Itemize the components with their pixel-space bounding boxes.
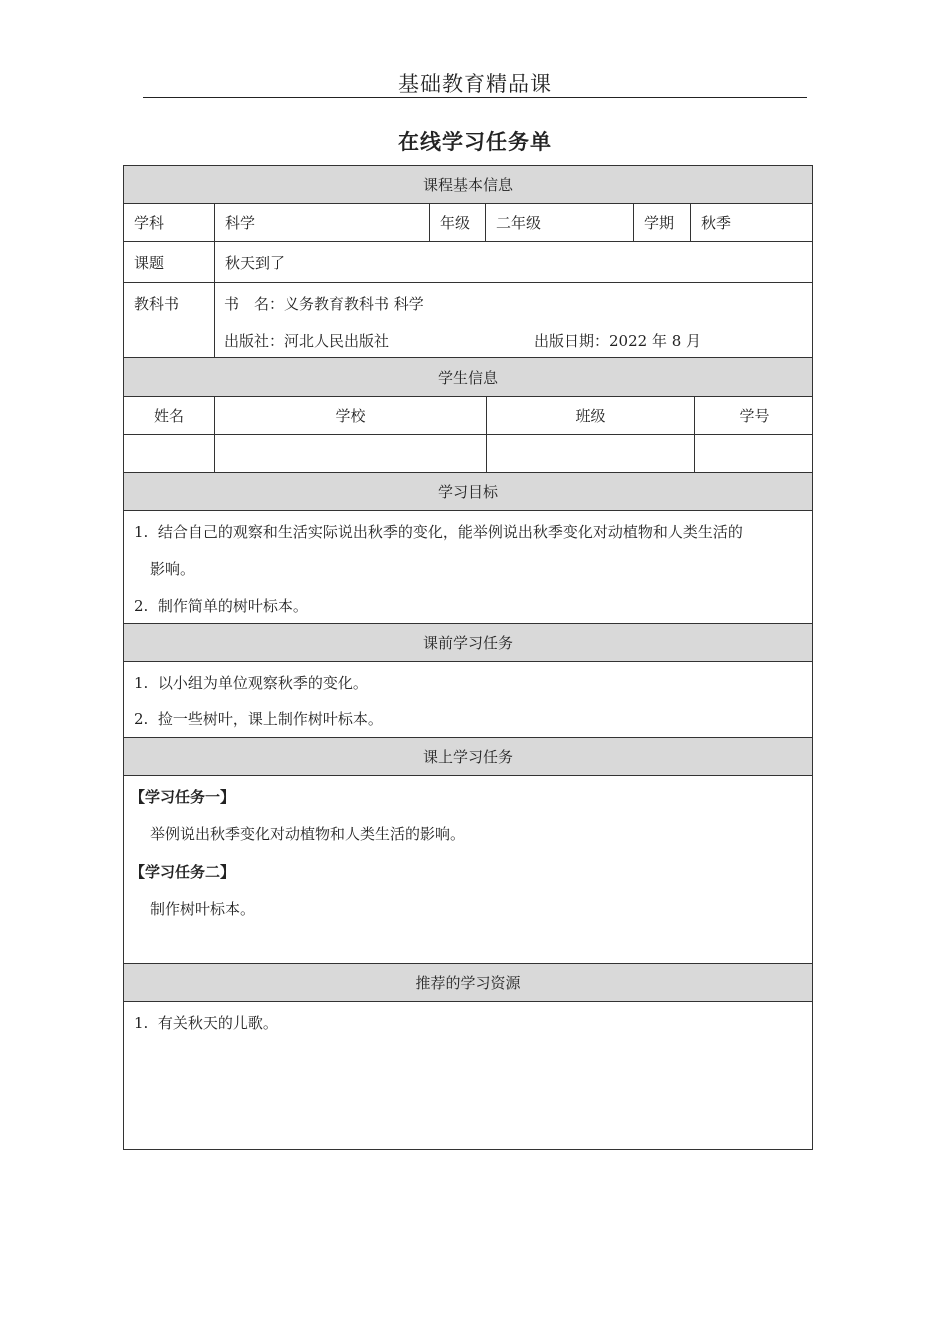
term-value: 秋季 [690,204,814,241]
book-name [224,293,424,314]
subject-value: 科学 [214,204,429,241]
pre-class-1-text: 以小组为单位观察秋季的变化。 [157,674,368,692]
resource-item-1 [134,1012,278,1033]
objectives-body [124,511,812,624]
in-class-body [124,776,812,964]
task-1-text: 举例说出秋季变化对动植物和人类生活的影响。 [150,825,466,843]
student-info-header: 学生信息 [124,358,812,397]
grade-value: 二年级 [485,204,633,241]
pre-class-item-1 [134,672,368,693]
publisher-label: 出版社： [224,332,285,350]
student-info-values [124,435,812,473]
topic-row [124,242,812,283]
school-label: 学校 [214,397,486,434]
subject-label: 学科 [134,214,165,232]
resource-1-text: 有关秋天的儿歌。 [157,1014,278,1032]
textbook-label: 教科书 [134,295,180,313]
objective-2-number: 2. [134,597,149,615]
pre-class-2-number: 2. [134,710,149,728]
objective-item-1-line-1 [134,521,743,542]
objective-item-2 [134,595,308,616]
term-label: 学期 [633,204,690,241]
publisher [224,330,389,351]
in-class-header: 课上学习任务 [124,738,812,776]
student-id-label: 学号 [694,397,814,434]
objective-item-1-line-2: 影响。 [150,560,196,578]
resources-header: 推荐的学习资源 [124,964,812,1002]
textbook-row [124,283,812,358]
pub-date-value: 2022 年 8 月 [609,332,702,350]
publisher-value: 河北人民出版社 [284,332,390,350]
topic-value: 秋天到了 [214,242,814,282]
student-info-labels [124,397,812,435]
page-header: 基础教育精品课 [398,72,552,96]
class-field[interactable] [486,435,694,472]
book-name-value: 义务教育教科书 科学 [284,295,424,313]
topic-label: 课题 [134,253,165,272]
course-info-header: 课程基本信息 [124,166,812,204]
objective-1-number: 1. [134,523,149,541]
pre-class-item-2 [134,708,383,729]
pub-date [534,330,701,351]
book-name-label: 书 名： [224,295,285,313]
task-2-text: 制作树叶标本。 [150,900,256,918]
pre-class-header: 课前学习任务 [124,624,812,662]
header-divider [143,97,807,98]
grade-label: 年级 [429,204,485,241]
pre-class-1-number: 1. [134,674,149,692]
objective-1-text: 结合自己的观察和生活实际说出秋季的变化，能举例说出秋季变化对动植物和人类生活的 [157,523,743,541]
name-label: 姓名 [153,407,184,425]
student-id-field[interactable] [694,435,814,472]
resources-body [124,1002,812,1149]
school-field[interactable] [214,435,486,472]
resource-1-number: 1. [134,1014,149,1032]
objective-2-text: 制作简单的树叶标本。 [157,597,308,615]
task-sheet-table [123,165,813,1150]
objectives-header: 学习目标 [124,473,812,511]
pre-class-body [124,662,812,738]
textbook-divider [214,283,215,357]
pre-class-2-text: 捡一些树叶，课上制作树叶标本。 [157,710,383,728]
course-info-row [124,204,812,242]
task-1-title: 【学习任务一】 [130,788,236,806]
name-field[interactable] [124,435,214,472]
document-title: 在线学习任务单 [398,129,552,154]
pub-date-label: 出版日期： [534,332,610,350]
class-label: 班级 [486,397,694,434]
task-2-title: 【学习任务二】 [130,863,236,881]
